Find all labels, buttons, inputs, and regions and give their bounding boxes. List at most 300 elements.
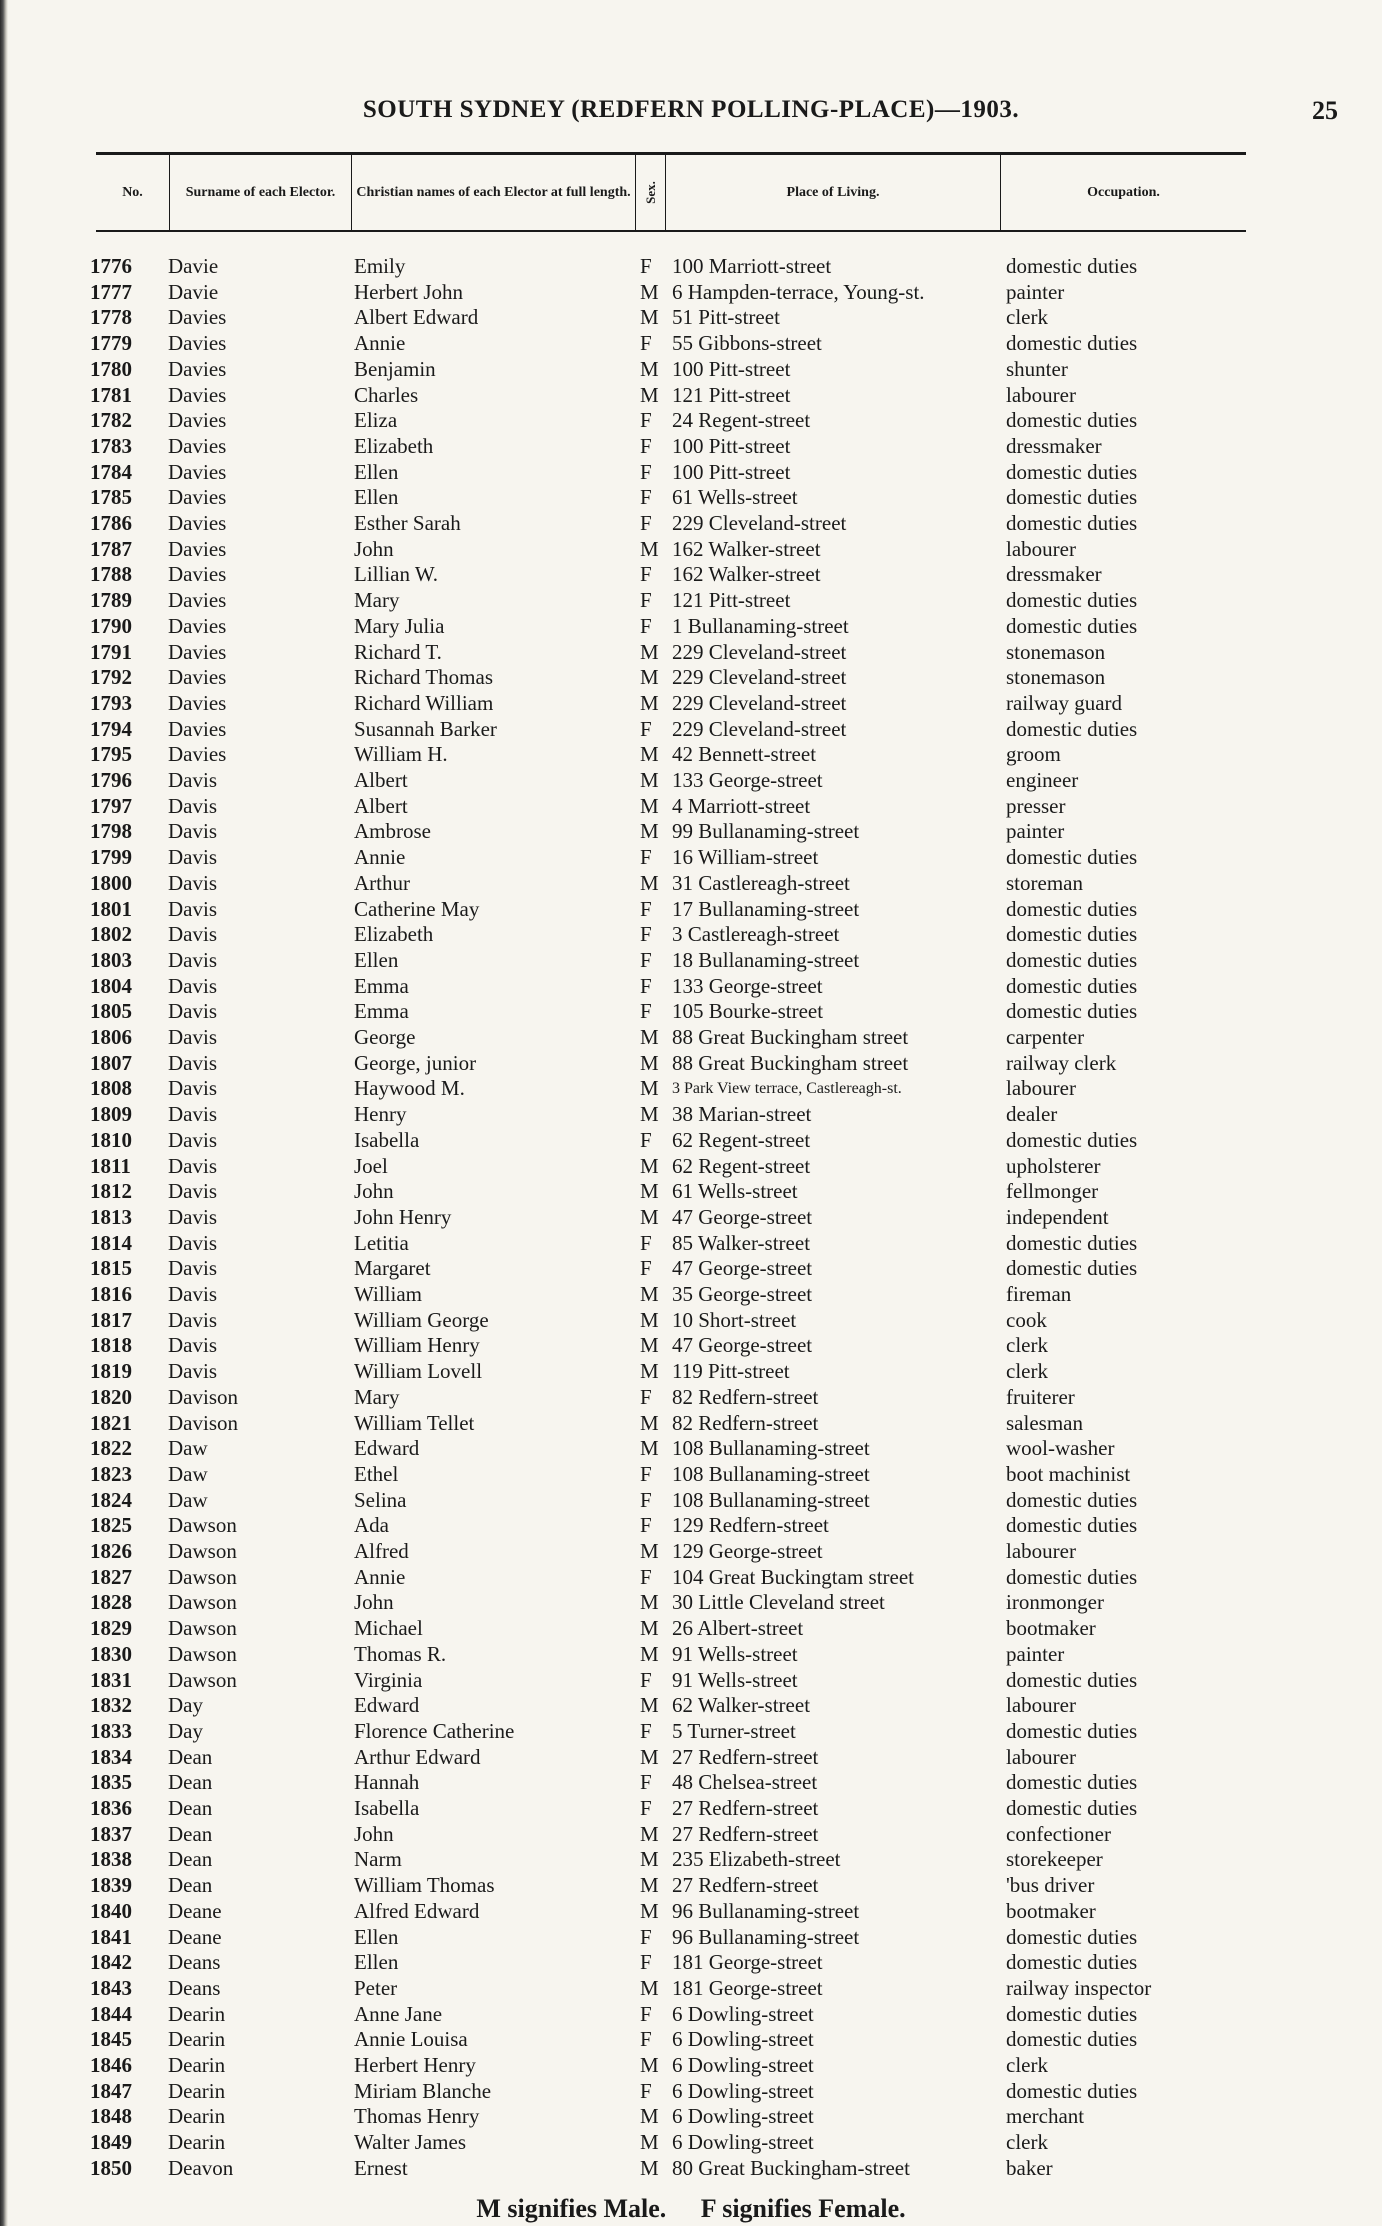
elector-row (0, 537, 1382, 563)
elector-sex: F (640, 1796, 652, 1820)
elector-christian-names: Eliza (354, 408, 398, 433)
elector-place-of-living: 6 Dowling-street (672, 2078, 814, 2103)
elector-surname: Davies (168, 331, 227, 356)
elector-number: 1799 (90, 845, 132, 870)
elector-row (0, 768, 1382, 794)
elector-occupation: domestic duties (1006, 1718, 1138, 1743)
elector-number: 1840 (90, 1898, 132, 1923)
elector-place-of-living: 96 Bullanaming-street (672, 1924, 860, 1949)
elector-place-of-living: 35 George-street (672, 1282, 813, 1306)
elector-sex: F (640, 2001, 652, 2026)
elector-surname: Davis (168, 922, 217, 947)
elector-surname: Davis (168, 870, 217, 895)
elector-christian-names: John (354, 1179, 394, 1204)
elector-surname: Dearin (168, 2104, 226, 2129)
elector-sex: M (640, 1693, 659, 1718)
elector-number: 1812 (90, 1179, 132, 1204)
elector-place-of-living: 108 Bullanaming-street (672, 1487, 870, 1512)
elector-row (0, 2053, 1382, 2079)
elector-number: 1796 (90, 768, 132, 792)
elector-sex: M (640, 1153, 659, 1178)
elector-sex: F (640, 2078, 652, 2103)
elector-number: 1847 (90, 2078, 132, 2103)
elector-number: 1817 (90, 1307, 132, 1332)
elector-row (0, 1179, 1382, 1205)
elector-occupation: painter (1006, 279, 1065, 304)
elector-christian-names: Elizabeth (354, 922, 434, 947)
elector-surname: Deans (168, 1950, 221, 1975)
elector-row (0, 1616, 1382, 1642)
elector-occupation: railway clerk (1006, 1050, 1117, 1075)
elector-number: 1781 (90, 382, 132, 407)
elector-row (0, 511, 1382, 537)
elector-number: 1839 (90, 1873, 132, 1898)
elector-christian-names: Selina (354, 1487, 407, 1512)
elector-number: 1802 (90, 922, 132, 947)
elector-sex: M (640, 1847, 659, 1872)
elector-row (0, 1950, 1382, 1976)
elector-sex: M (640, 1204, 659, 1229)
elector-place-of-living: 91 Wells-street (672, 1641, 798, 1666)
elector-row (0, 1076, 1382, 1102)
elector-number: 1776 (90, 254, 132, 278)
elector-sex: M (640, 1307, 659, 1332)
elector-place-of-living: 100 Pitt-street (672, 459, 791, 484)
elector-sex: F (640, 511, 652, 535)
elector-christian-names: Margaret (354, 1256, 431, 1281)
elector-christian-names: Thomas Henry (354, 2104, 480, 2129)
elector-christian-names: Elizabeth (354, 433, 434, 458)
elector-surname: Dean (168, 1770, 213, 1795)
elector-christian-names: Anne Jane (354, 2001, 443, 2026)
elector-occupation: bootmaker (1006, 1616, 1096, 1641)
elector-christian-names: Emily (354, 254, 406, 278)
elector-place-of-living: 61 Wells-street (672, 1179, 798, 1204)
elector-place-of-living: 88 Great Buckingham street (672, 1025, 909, 1049)
elector-surname: Dawson (168, 1513, 237, 1538)
elector-row (0, 408, 1382, 434)
page-number: 25 (1312, 96, 1338, 125)
elector-sex: F (640, 1461, 652, 1486)
elector-place-of-living: 229 Cleveland-street (672, 690, 847, 715)
elector-surname: Davies (168, 485, 227, 510)
elector-christian-names: Isabella (354, 1127, 420, 1152)
elector-place-of-living: 38 Marian-street (672, 1102, 812, 1127)
elector-row (0, 794, 1382, 820)
elector-occupation: railway inspector (1006, 1975, 1152, 2000)
elector-place-of-living: 3 Park View terrace, Castlereagh-st. (672, 1080, 902, 1098)
elector-place-of-living: 6 Hampden-terrace, Young-st. (672, 279, 925, 304)
elector-row (0, 1205, 1382, 1231)
elector-occupation: labourer (1006, 536, 1076, 561)
elector-christian-names: Alfred Edward (354, 1898, 480, 1923)
elector-place-of-living: 82 Redfern-street (672, 1410, 819, 1435)
elector-place-of-living: 162 Walker-street (672, 562, 821, 587)
elector-surname: Day (168, 1718, 203, 1743)
elector-occupation: ironmonger (1006, 1590, 1104, 1615)
elector-christian-names: Ethel (354, 1461, 399, 1486)
elector-place-of-living: 30 Little Cleveland street (672, 1590, 885, 1615)
elector-christian-names: Emma (354, 973, 409, 998)
elector-row (0, 1539, 1382, 1565)
elector-christian-names: Benjamin (354, 356, 436, 381)
elector-sex: F (640, 1230, 652, 1255)
elector-occupation: upholsterer (1006, 1153, 1101, 1178)
elector-christian-names: Albert (354, 768, 408, 792)
elector-place-of-living: 62 Regent-street (672, 1127, 811, 1152)
elector-row (0, 588, 1382, 614)
elector-surname: Davie (168, 279, 219, 304)
elector-sex: M (640, 1025, 659, 1049)
elector-sex: M (640, 1436, 659, 1461)
elector-occupation: bootmaker (1006, 1898, 1096, 1923)
elector-sex: F (640, 947, 652, 972)
elector-christian-names: Richard William (354, 690, 494, 715)
elector-place-of-living: 27 Redfern-street (672, 1821, 819, 1846)
elector-sex: M (640, 2130, 659, 2155)
elector-surname: Davis (168, 1204, 217, 1229)
elector-row (0, 1976, 1382, 2002)
elector-place-of-living: 108 Bullanaming-street (672, 1436, 870, 1461)
elector-place-of-living: 91 Wells-street (672, 1667, 798, 1692)
elector-christian-names: Herbert John (354, 279, 464, 304)
elector-row (0, 1154, 1382, 1180)
elector-surname: Davies (168, 408, 227, 433)
elector-number: 1787 (90, 536, 132, 561)
elector-number: 1803 (90, 947, 132, 972)
elector-occupation: domestic duties (1006, 1770, 1138, 1795)
elector-sex: F (640, 1513, 652, 1538)
elector-occupation: domestic duties (1006, 588, 1138, 613)
elector-christian-names: Henry (354, 1102, 407, 1127)
elector-row (0, 1847, 1382, 1873)
elector-sex: F (640, 588, 652, 613)
elector-christian-names: William Lovell (354, 1359, 483, 1384)
elector-row (0, 871, 1382, 897)
elector-surname: Dean (168, 1744, 213, 1769)
elector-christian-names: Ellen (354, 947, 399, 972)
elector-number: 1807 (90, 1050, 132, 1075)
column-header-occupation: Occupation. (1087, 185, 1160, 200)
elector-christian-names: Charles (354, 382, 419, 407)
elector-place-of-living: 5 Turner-street (672, 1718, 796, 1743)
elector-number: 1848 (90, 2104, 132, 2129)
elector-number: 1779 (90, 331, 132, 356)
elector-place-of-living: 129 George-street (672, 1539, 823, 1563)
elector-row (0, 460, 1382, 486)
elector-row (0, 1873, 1382, 1899)
elector-christian-names: Mary (354, 1384, 400, 1409)
elector-sex: M (640, 690, 659, 715)
elector-christian-names: Esther Sarah (354, 511, 461, 535)
elector-occupation: clerk (1006, 2130, 1048, 2155)
elector-place-of-living: 229 Cleveland-street (672, 511, 847, 535)
elector-christian-names: Mary Julia (354, 613, 445, 638)
column-header-christian-names: Christian names of each Elector at full length. (352, 155, 636, 230)
elector-number: 1837 (90, 1821, 132, 1846)
elector-christian-names: Arthur Edward (354, 1744, 481, 1769)
elector-surname: Davis (168, 768, 217, 792)
elector-christian-names: George, junior (354, 1050, 477, 1075)
elector-row (0, 948, 1382, 974)
elector-surname: Davis (168, 1307, 217, 1332)
elector-christian-names: Annie Louisa (354, 2027, 468, 2052)
elector-sex: M (640, 1410, 659, 1435)
elector-row (0, 1488, 1382, 1514)
elector-sex: M (640, 536, 659, 561)
elector-number: 1820 (90, 1384, 132, 1409)
elector-number: 1818 (90, 1333, 132, 1358)
elector-surname: Deavon (168, 2155, 234, 2180)
elector-surname: Davis (168, 1050, 217, 1075)
elector-place-of-living: 121 Pitt-street (672, 588, 791, 613)
elector-christian-names: William (354, 1282, 422, 1306)
elector-number: 1838 (90, 1847, 132, 1872)
column-header-place: Place of Living. (666, 155, 1001, 230)
elector-occupation: domestic duties (1006, 408, 1138, 433)
elector-occupation: domestic duties (1006, 254, 1138, 278)
elector-surname: Davis (168, 1230, 217, 1255)
elector-surname: Davies (168, 742, 227, 767)
elector-sex: M (640, 639, 659, 664)
elector-row (0, 1462, 1382, 1488)
elector-occupation: boot machinist (1006, 1461, 1131, 1486)
elector-number: 1800 (90, 870, 132, 895)
elector-christian-names: Alfred (354, 1539, 409, 1563)
elector-place-of-living: 100 Marriott-street (672, 254, 832, 278)
elector-surname: Dean (168, 1847, 213, 1872)
elector-number: 1790 (90, 613, 132, 638)
elector-occupation: domestic duties (1006, 1230, 1138, 1255)
elector-sex: F (640, 1127, 652, 1152)
elector-row (0, 280, 1382, 306)
elector-row (0, 819, 1382, 845)
elector-row (0, 1102, 1382, 1128)
legend-female: F signifies Female. (700, 2194, 906, 2223)
elector-row (0, 1925, 1382, 1951)
elector-number: 1841 (90, 1924, 132, 1949)
elector-row (0, 1770, 1382, 1796)
elector-place-of-living: 162 Walker-street (672, 536, 821, 561)
elector-row (0, 383, 1382, 409)
elector-surname: Davies (168, 639, 227, 664)
elector-sex: F (640, 408, 652, 433)
elector-occupation: domestic duties (1006, 613, 1138, 638)
elector-row (0, 254, 1382, 280)
elector-occupation: shunter (1006, 356, 1068, 381)
elector-place-of-living: 80 Great Buckingham-street (672, 2155, 910, 2180)
elector-surname: Davies (168, 716, 227, 741)
elector-number: 1846 (90, 2053, 132, 2077)
elector-christian-names: William Thomas (354, 1873, 495, 1898)
elector-number: 1833 (90, 1718, 132, 1743)
elector-sex: F (640, 1384, 652, 1409)
elector-occupation: domestic duties (1006, 2078, 1138, 2103)
elector-place-of-living: 100 Pitt-street (672, 433, 791, 458)
elector-occupation: groom (1006, 742, 1061, 767)
elector-sex: F (640, 999, 652, 1024)
elector-occupation: confectioner (1006, 1821, 1111, 1846)
elector-row (0, 2156, 1382, 2182)
elector-place-of-living: 18 Bullanaming-street (672, 947, 860, 972)
elector-row (0, 1590, 1382, 1616)
elector-christian-names: Emma (354, 999, 409, 1024)
elector-row (0, 1719, 1382, 1745)
elector-row (0, 562, 1382, 588)
elector-sex: M (640, 1282, 659, 1306)
elector-christian-names: Thomas R. (354, 1641, 447, 1666)
elector-number: 1795 (90, 742, 132, 767)
column-header-sex-label: Sex. (643, 181, 658, 204)
elector-sex: M (640, 305, 659, 330)
elector-occupation: engineer (1006, 768, 1079, 792)
elector-occupation: domestic duties (1006, 1256, 1138, 1281)
elector-christian-names: Annie (354, 331, 406, 356)
elector-row (0, 1231, 1382, 1257)
elector-occupation: fellmonger (1006, 1179, 1099, 1204)
elector-occupation: fruiterer (1006, 1384, 1075, 1409)
elector-christian-names: Ambrose (354, 819, 431, 844)
page-header (0, 96, 1382, 136)
elector-christian-names: Richard T. (354, 639, 442, 664)
elector-sex: F (640, 1924, 652, 1949)
elector-occupation: stonemason (1006, 639, 1106, 664)
elector-christian-names: Walter James (354, 2130, 467, 2155)
elector-number: 1805 (90, 999, 132, 1024)
elector-sex: F (640, 1487, 652, 1512)
elector-christian-names: Edward (354, 1436, 420, 1461)
elector-sex: M (640, 1539, 659, 1563)
elector-christian-names: John Henry (354, 1204, 452, 1229)
elector-place-of-living: 6 Dowling-street (672, 2104, 814, 2129)
legend-male: M signifies Male. (476, 2194, 667, 2223)
page-title: SOUTH SYDNEY (REDFERN POLLING-PLACE)—1903. (362, 96, 1020, 123)
elector-sex: F (640, 716, 652, 741)
elector-row (0, 2130, 1382, 2156)
elector-christian-names: George (354, 1025, 416, 1049)
elector-number: 1819 (90, 1359, 132, 1384)
elector-christian-names: Catherine May (354, 896, 480, 921)
elector-surname: Davis (168, 1076, 217, 1101)
elector-number: 1832 (90, 1693, 132, 1718)
elector-surname: Davies (168, 459, 227, 484)
elector-occupation: domestic duties (1006, 1924, 1138, 1949)
elector-number: 1827 (90, 1564, 132, 1589)
elector-place-of-living: 47 George-street (672, 1256, 813, 1281)
elector-christian-names: Narm (354, 1847, 402, 1872)
elector-sex: M (640, 1616, 659, 1641)
elector-place-of-living: 119 Pitt-street (672, 1359, 790, 1384)
elector-surname: Day (168, 1693, 203, 1718)
elector-place-of-living: 181 George-street (672, 1950, 823, 1975)
elector-surname: Davis (168, 1333, 217, 1358)
elector-place-of-living: 229 Cleveland-street (672, 665, 847, 690)
elector-occupation: domestic duties (1006, 1513, 1138, 1538)
elector-surname: Davies (168, 536, 227, 561)
elector-sex: M (640, 665, 659, 690)
elector-occupation: storeman (1006, 870, 1083, 895)
elector-place-of-living: 235 Elizabeth-street (672, 1847, 841, 1872)
elector-occupation: fireman (1006, 1282, 1072, 1306)
elector-sex: M (640, 2053, 659, 2077)
elector-row (0, 2079, 1382, 2105)
elector-place-of-living: 82 Redfern-street (672, 1384, 819, 1409)
elector-sex: F (640, 562, 652, 587)
elector-christian-names: Ernest (354, 2155, 408, 2180)
column-header-row (96, 152, 1246, 232)
elector-place-of-living: 24 Regent-street (672, 408, 811, 433)
elector-number: 1836 (90, 1796, 132, 1820)
elector-christian-names: William Henry (354, 1333, 480, 1358)
elector-place-of-living: 133 George-street (672, 973, 823, 998)
elector-christian-names: William Tellet (354, 1410, 475, 1435)
elector-occupation: domestic duties (1006, 331, 1138, 356)
elector-number: 1813 (90, 1204, 132, 1229)
elector-occupation: labourer (1006, 382, 1076, 407)
elector-surname: Davies (168, 690, 227, 715)
elector-surname: Davies (168, 562, 227, 587)
elector-occupation: clerk (1006, 1359, 1048, 1384)
elector-place-of-living: 17 Bullanaming-street (672, 896, 860, 921)
elector-surname: Davie (168, 254, 219, 278)
elector-christian-names: Arthur (354, 870, 410, 895)
elector-surname: Dearin (168, 2130, 226, 2155)
elector-place-of-living: 105 Bourke-street (672, 999, 824, 1024)
elector-sex: M (640, 1590, 659, 1615)
column-header-sex (636, 155, 666, 230)
elector-number: 1794 (90, 716, 132, 741)
elector-sex: F (640, 922, 652, 947)
elector-place-of-living: 99 Bullanaming-street (672, 819, 860, 844)
elector-sex: F (640, 973, 652, 998)
elector-place-of-living: 4 Marriott-street (672, 793, 811, 818)
elector-sex: F (640, 896, 652, 921)
elector-place-of-living: 62 Walker-street (672, 1693, 811, 1718)
elector-christian-names: Peter (354, 1975, 398, 2000)
elector-surname: Davies (168, 382, 227, 407)
elector-occupation: domestic duties (1006, 973, 1138, 998)
elector-surname: Davis (168, 793, 217, 818)
elector-occupation: domestic duties (1006, 1564, 1138, 1589)
elector-occupation: domestic duties (1006, 999, 1138, 1024)
elector-occupation: domestic duties (1006, 716, 1138, 741)
elector-occupation: domestic duties (1006, 1667, 1138, 1692)
elector-sex: F (640, 2027, 652, 2052)
elector-number: 1814 (90, 1230, 132, 1255)
elector-surname: Davis (168, 896, 217, 921)
elector-place-of-living: 121 Pitt-street (672, 382, 791, 407)
elector-number: 1834 (90, 1744, 132, 1769)
elector-number: 1822 (90, 1436, 132, 1461)
elector-surname: Daw (168, 1487, 208, 1512)
elector-place-of-living: 96 Bullanaming-street (672, 1898, 860, 1923)
elector-place-of-living: 31 Castlereagh-street (672, 870, 850, 895)
elector-number: 1783 (90, 433, 132, 458)
elector-surname: Davies (168, 356, 227, 381)
elector-number: 1821 (90, 1410, 132, 1435)
elector-row (0, 922, 1382, 948)
elector-row (0, 1256, 1382, 1282)
elector-christian-names: Ellen (354, 485, 399, 510)
elector-row (0, 1128, 1382, 1154)
elector-surname: Dawson (168, 1641, 237, 1666)
elector-surname: Dearin (168, 2001, 226, 2026)
elector-number: 1826 (90, 1539, 132, 1563)
elector-number: 1793 (90, 690, 132, 715)
elector-surname: Dawson (168, 1590, 237, 1615)
elector-row (0, 1051, 1382, 1077)
elector-place-of-living: 51 Pitt-street (672, 305, 780, 330)
